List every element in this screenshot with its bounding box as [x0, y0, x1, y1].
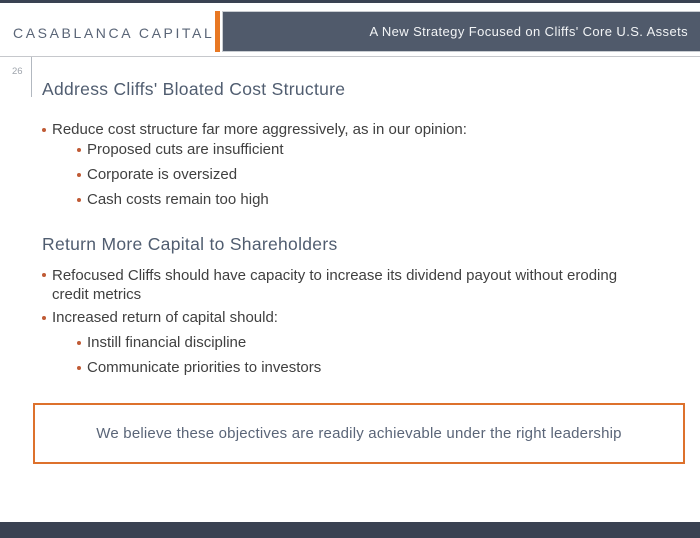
section-heading-return-capital: Return More Capital to Shareholders [42, 234, 338, 254]
bullet-item [42, 121, 642, 139]
bullet-text: Instill financial discipline [87, 334, 247, 351]
bullet-item [77, 191, 642, 209]
bullet-item [77, 359, 642, 377]
bullet-item [77, 141, 642, 159]
section-heading-cost-structure: Address Cliffs' Bloated Cost Structure [42, 79, 346, 99]
banner-accent-stripe [215, 11, 220, 52]
bullet-item [77, 334, 642, 352]
bullet-dot-icon [77, 148, 81, 152]
bullet-dot-icon [77, 198, 81, 202]
bullet-text: Reduce cost structure far more aggressively, as in our opinion: [52, 121, 467, 138]
bullet-dot-icon [42, 128, 46, 132]
bullet-dot-icon [77, 341, 81, 345]
slide-title: A New Strategy Focused on Cliffs' Core U.S. Assets [369, 24, 688, 39]
page-number: 26 [12, 66, 23, 77]
bullet-item [77, 166, 642, 184]
callout-box [33, 403, 685, 464]
company-logo: CASABLANCA CAPITAL [13, 25, 215, 41]
slide-content [42, 78, 642, 377]
header-divider [0, 56, 700, 57]
top-accent-rule [0, 0, 700, 3]
bullet-item [42, 266, 642, 304]
bullet-dot-icon [42, 316, 46, 320]
bullet-text: Communicate priorities to investors [87, 359, 322, 376]
bullet-text: Cash costs remain too high [87, 191, 269, 208]
bullet-dot-icon [42, 273, 46, 277]
slide-title-banner [222, 11, 700, 52]
bullet-text: Corporate is oversized [87, 166, 238, 183]
bullet-text: Proposed cuts are insufficient [87, 141, 284, 158]
bullet-dot-icon [77, 366, 81, 370]
bullet-item [42, 309, 642, 327]
vertical-divider [31, 57, 32, 97]
bullet-text: Increased return of capital should: [52, 309, 278, 326]
footer-bar [0, 522, 700, 538]
bullet-text: Refocused Cliffs should have capacity to increase its dividend payout without eroding credit metrics [52, 267, 618, 303]
bullet-dot-icon [77, 173, 81, 177]
callout-text: We believe these objectives are readily achievable under the right leadership [96, 425, 622, 442]
